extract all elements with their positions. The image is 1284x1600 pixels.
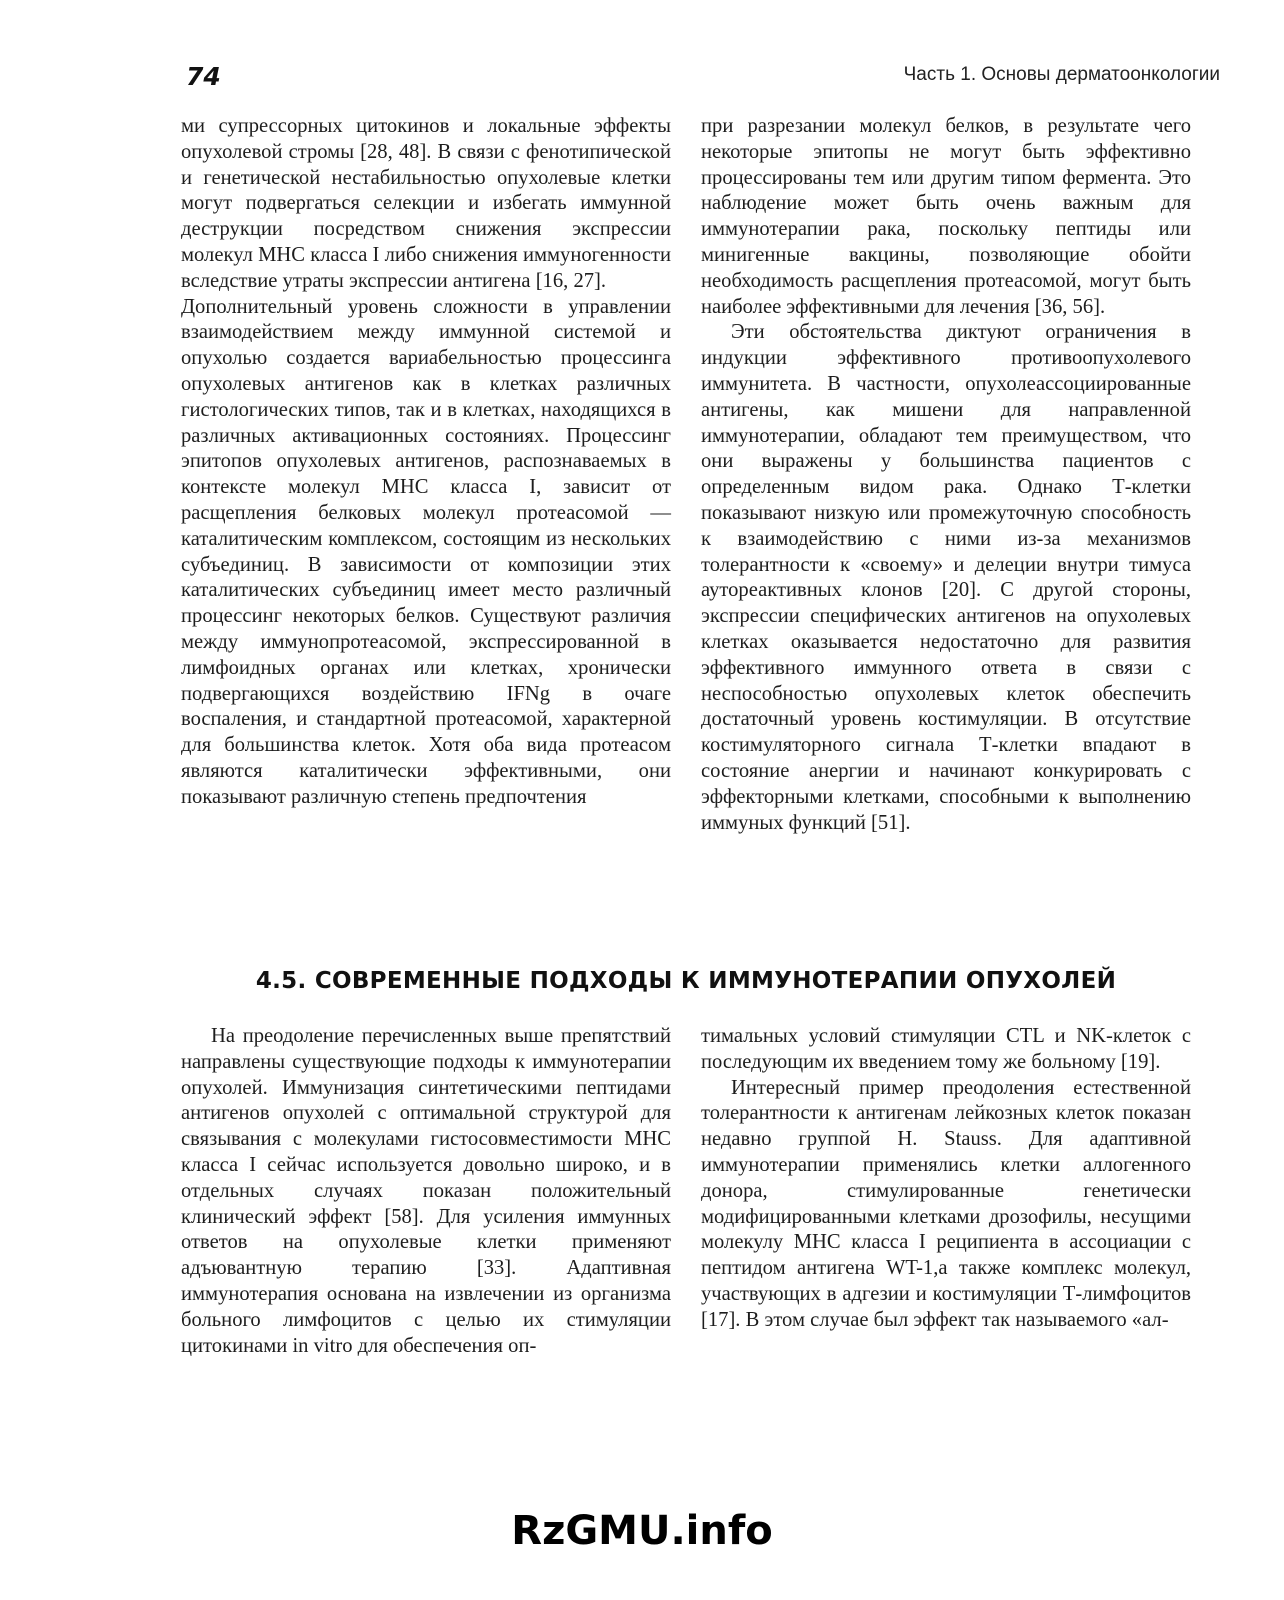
paragraph: На преодоление перечисленных выше препятствий направлены существующие подходы к иммунотерапии опухолей. Иммунизация синтетическими пептидами антигенов опухолей с оптимальной структурой для связывания с молекулами гистосовместимости MHC класса I сейчас используется довольно широко, и в отдельных случаях показан положительный клинический эффект [58]. Для усиления иммунных ответов на опухолевые клетки применяют адъювантную терапию [33]. Адаптивная иммунотерапия основана на извлечении из организма больного лимфоцитов с целью их стимуляции цитокинами in vitro для обеспечения оп-	[181, 1025, 671, 1357]
paragraph: ми супрессорных цитокинов и локальные эффекты опухолевой стромы [28, 48]. В связи с фенотипической и генетической нестабильностью опухолевые клетки могут подвергаться селекции и избегать иммунной деструкции посредством снижения экспрессии молекул MHC класса I либо снижения иммуногенности вследствие утраты экспрессии антигена [16, 27].	[181, 115, 671, 292]
paragraph: при разрезании молекул белков, в результате чего некоторые эпитопы не могут быть эффективно процессированы тем или другим типом фермента. Это наблюдение может быть очень важным для иммунотерапии рака, поскольку пептиды или минигенные вакцины, позволяющие обойти необходимость расщепления протеасомой, могут быть наиболее эффективными для лечения [36, 56].	[701, 115, 1191, 318]
paragraph: Дополнительный уровень сложности в управлении взаимодействием между иммунной системой и опухолью создается вариабельностью процессинга опухолевых антигенов как в клетках различных гистологических типов, так и в клетках, находящихся в различных активационных состояниях. Процессинг эпитопов опухолевых антигенов, распознаваемых в контексте молекул MHC класса I, зависит от расщепления белковых молекул протеасомой — каталитическим комплексом, состоящим из нескольких субъединиц. В зависимости от композиции этих каталитических субъединиц имеет место различный процессинг некоторых белков. Существуют различия между иммунопротеасомой, экспрессированной в лимфоидных органах или клетках, хронически подвергающихся воздействию IFNg в очаге воспаления, и стандартной протеасомой, характерной для большинства клеток. Хотя оба вида протеасом являются каталитически эффективными, они показывают различную степень предпочтения	[181, 295, 671, 808]
watermark: RzGMU.info	[511, 1508, 773, 1554]
top-left-column	[181, 114, 671, 811]
bottom-left-column	[181, 1024, 671, 1359]
section-heading: 4.5. СОВРЕМЕННЫЕ ПОДХОДЫ К ИММУНОТЕРАПИИ ОПУХОЛЕЙ	[255, 968, 1117, 994]
running-head: Часть 1. Основы дерматоонкологии	[903, 64, 1220, 85]
top-right-column	[701, 114, 1191, 836]
paragraph: тимальных условий стимуляции CTL и NK-клеток с последующим их введением тому же больному [19].	[701, 1025, 1191, 1073]
page-number: 74	[186, 62, 221, 91]
bottom-right-column	[701, 1024, 1191, 1334]
paragraph: Эти обстоятельства диктуют ограничения в индукции эффективного противоопухолевого иммунитета. В частности, опухолеассоциированные антигены, как мишени для направленной иммунотерапии, обладают тем преимуществом, что они выражены у большинства пациентов с определенным видом рака. Однако Т-клетки показывают низкую или промежуточную способность к взаимодействию с ними из-за механизмов толерантности к «своему» и делеции внутри тимуса аутореактивных клонов [20]. С другой стороны, экспрессии специфических антигенов на опухолевых клетках оказывается недостаточно для развития эффективного иммунного ответа в связи с неспособностью опухолевых клеток обеспечить достаточный уровень костимуляции. В отсутствие костимуляторного сигнала Т-клетки впадают в состояние анергии и начинают конкурировать с эффекторными клетками, способными к выполнению иммуных функций [51].	[701, 321, 1191, 834]
paragraph: Интересный пример преодоления естественной толерантности к антигенам лейкозных клеток показан недавно группой H. Stauss. Для адаптивной иммунотерапии применялись клетки аллогенного донора, стимулированные генетически модифицированными клетками дрозофилы, несущими молекулу MHC класса I реципиента в ассоциации с пептидом антигена WT-1,а также комплекс молекул, участвующих в адгезии и костимуляции Т-лимфоцитов [17]. В этом случае был эффект так называемого «ал-	[701, 1076, 1191, 1331]
